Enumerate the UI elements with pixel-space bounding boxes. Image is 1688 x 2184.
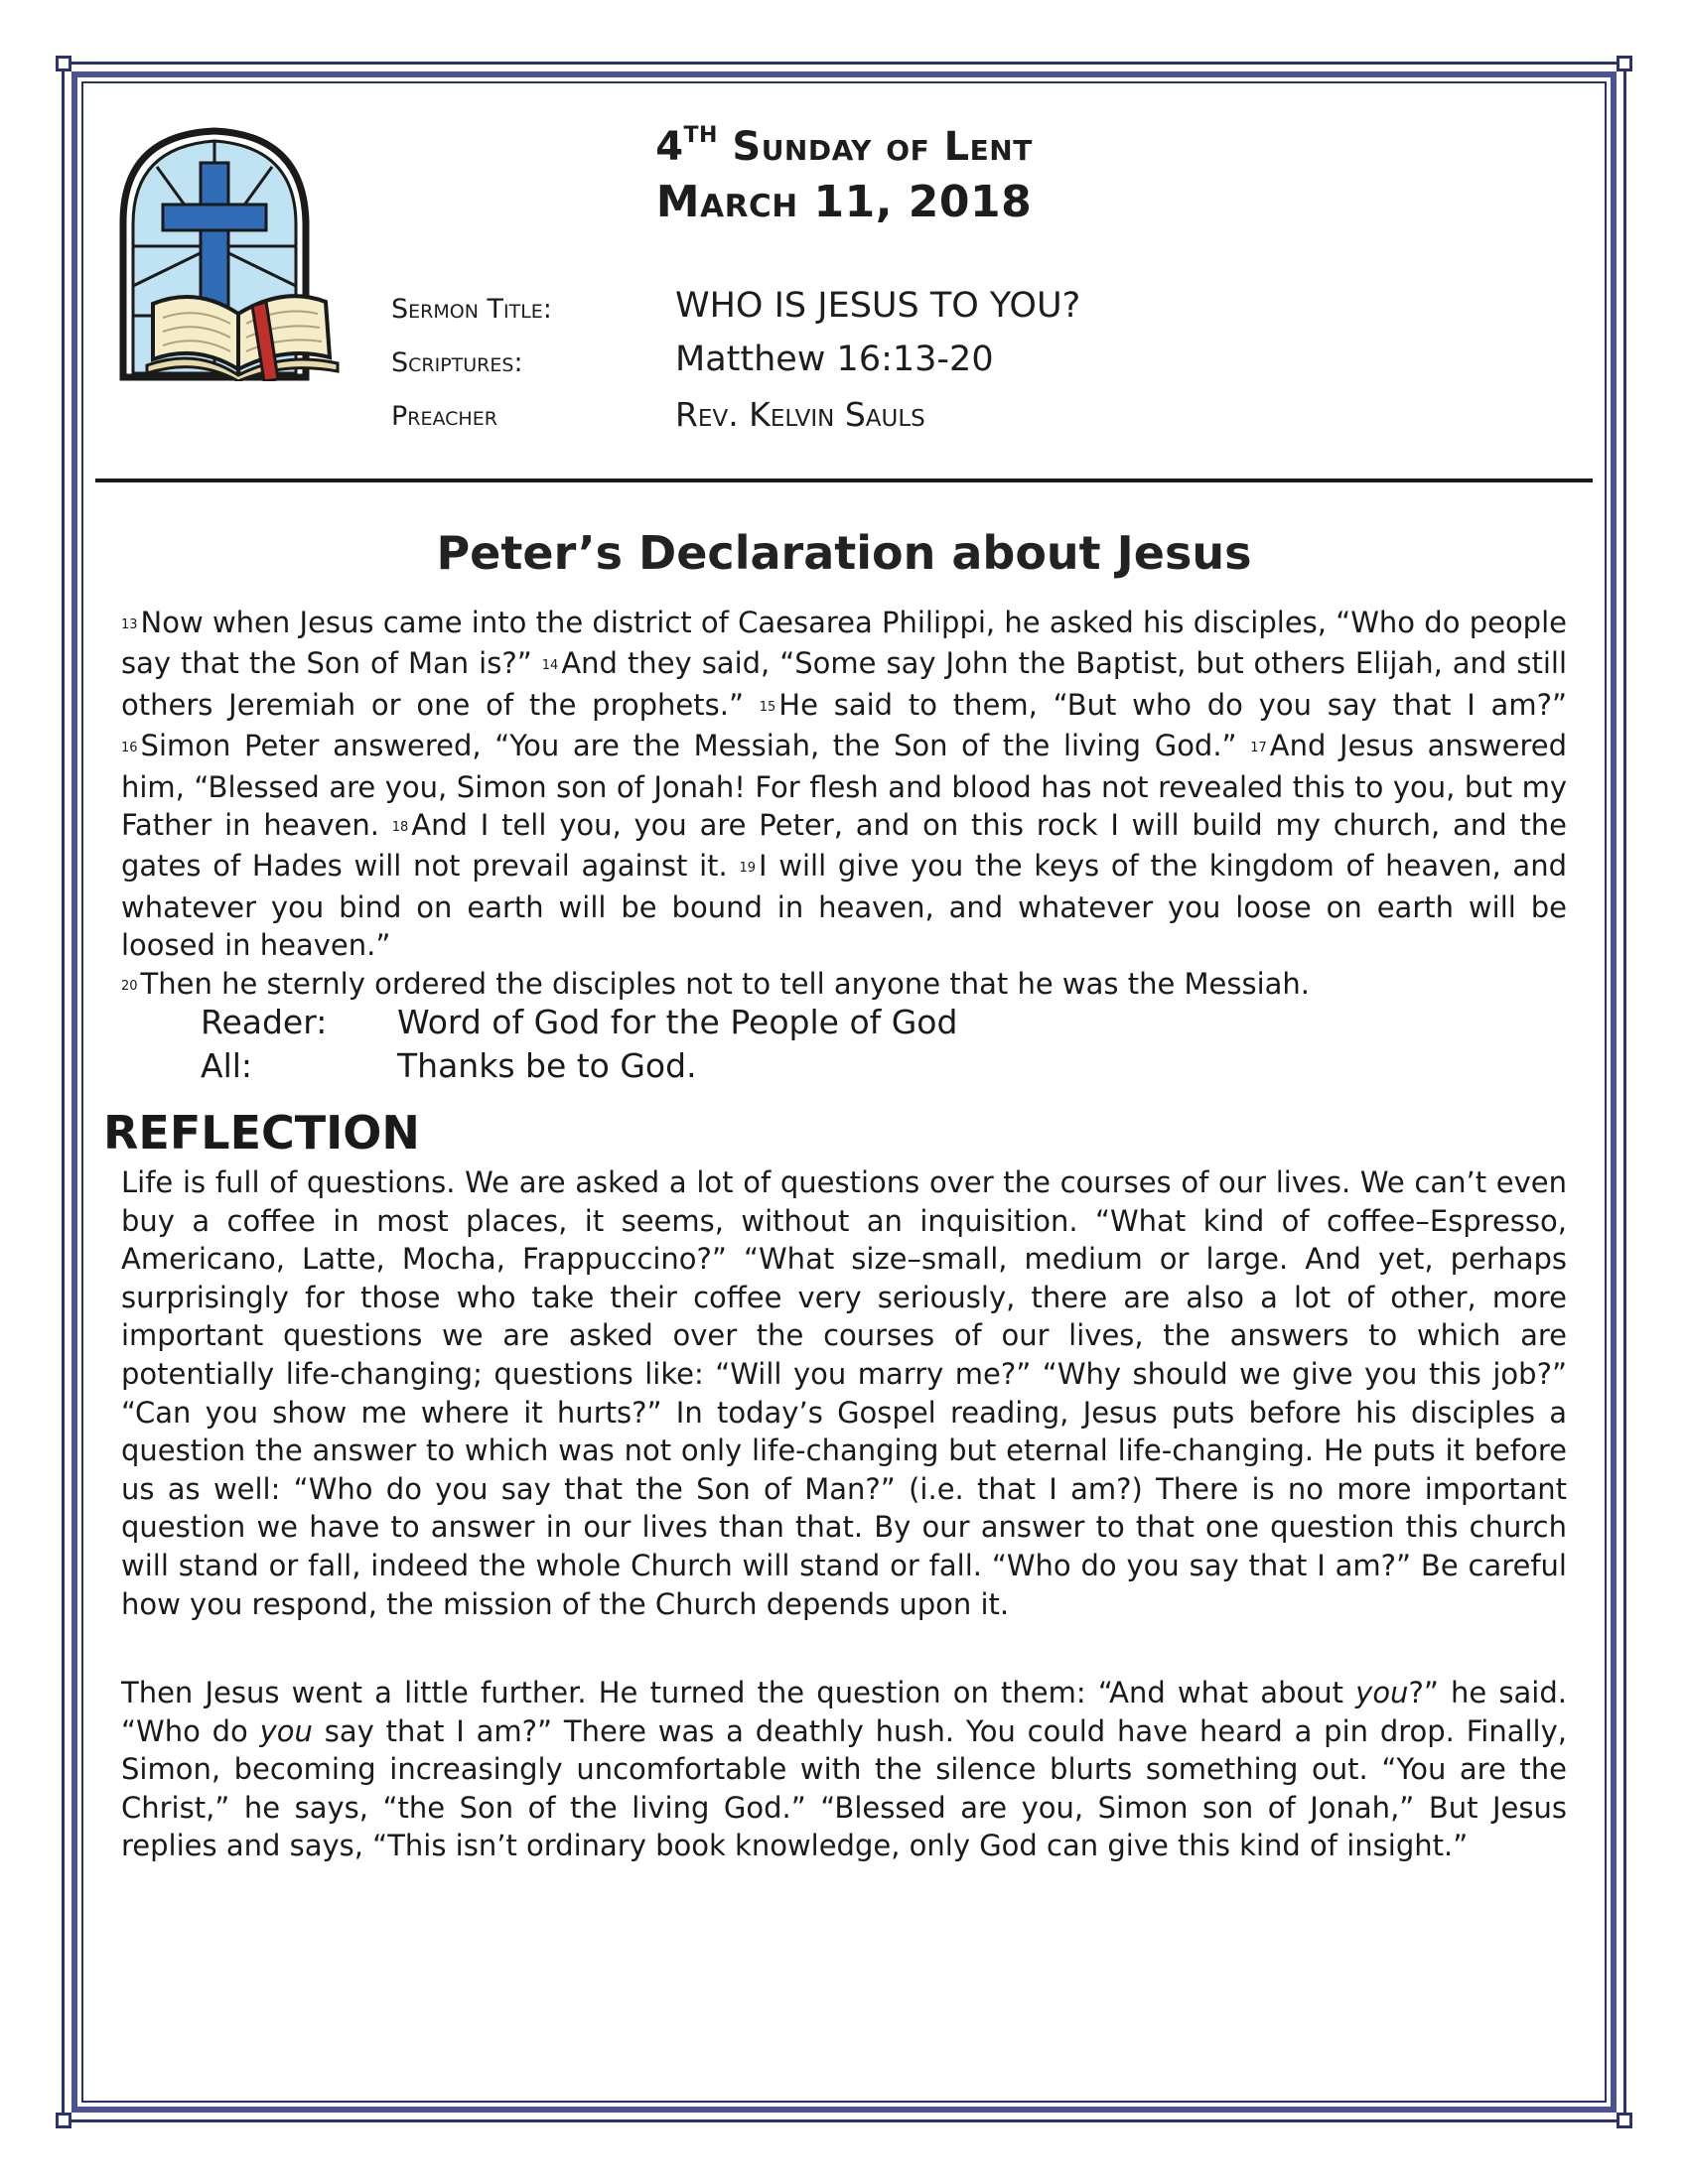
verse-text: He said to them, “But who do you say that I am?”	[778, 687, 1567, 722]
paragraph-2-part-1: Then Jesus went a little further. He turned the question on them: “And what about	[121, 1676, 1356, 1709]
ordinal-suffix: TH	[683, 123, 718, 148]
verse-text: Then he sternly ordered the disciples not to tell anyone that he was the Messiah.	[140, 966, 1311, 1001]
verse-number: 20	[121, 978, 138, 994]
response-line-all: Thanks be to God.	[397, 1046, 697, 1085]
verse-text: And I tell you, you are Peter, and on this rock I will build my church, and the gates of Hades will not prevail against it.	[121, 808, 1567, 884]
verse-number: 14	[541, 658, 559, 674]
reading-heading: Peter’s Declaration about Jesus	[436, 526, 1252, 580]
verse-text: Now when Jesus came into the district of Caesarea Philippi, he asked his disciples, “Who do people say that the Son of Man is?”	[121, 606, 1567, 681]
header-divider	[95, 478, 1593, 482]
scriptures-label: Scriptures:	[391, 347, 523, 378]
stained-glass-cross-and-bible-icon	[117, 127, 355, 381]
preacher-label: Preacher	[391, 401, 497, 432]
border-corner-bottom-right	[1617, 2113, 1632, 2128]
sermon-title-value: WHO IS JESUS TO YOU?	[675, 286, 1081, 326]
reflection-paragraph-2	[121, 1674, 1567, 1865]
verse-number: 19	[739, 861, 756, 877]
verse-number: 17	[1250, 741, 1267, 756]
reflection-paragraph-1: Life is full of questions. We are asked a lot of questions over the courses of our lives. We can’t even buy a coffee in most places, it seems, without an inquisition. “What kind of coffee–Espresso, Americano, Latte, Mocha, Frappuccino?” “What size–small, medium or large. And yet, perhaps surprisingly for those who take their coffee very seriously, there are also a lot of other, more important questions we are asked over the courses of our lives, the answers to which are potentially life-changing; questions like: “Will you marry me?” “Why should we give you this job?” “Can you show me where it hurts?” In today’s Gospel reading, Jesus puts before his disciples a question the answer to which was not only life-changing but eternal life-changing. He puts it before us as well: “Who do you say that the Son of Man?” (i.e. that I am?) There is no more important question we have to answer in our lives than that. By our answer to that one question this church will stand or fall, indeed the whole Church will stand or fall. “Who do you say that I am?” Be careful how you respond, the mission of the Church depends upon it.	[121, 1165, 1567, 1621]
preacher-value: Rev. Kelvin Sauls	[675, 395, 925, 434]
title-text: Sunday of Lent	[732, 124, 1033, 170]
verse-number: 16	[121, 741, 138, 756]
paragraph-2-part-3: say that I am?” There was a deathly hush. You could have heard a pin drop. Finally, Simon, becoming increasingly uncomfortable with the silence blurts something out. “You are the Christ,” he says, “the Son of the living God.” “Blessed are you, Simon son of Jonah,” But Jesus replies and says, “This isn’t ordinary book knowledge, only God can give this kind of insight.”	[121, 1713, 1567, 1863]
border-corner-top-left	[56, 56, 71, 71]
response-line-reader: Word of God for the People of God	[397, 1003, 958, 1041]
verse-text: And they said, “Some say John the Baptist, but others Elijah, and still others Jeremiah or one of the prophets.”	[121, 646, 1567, 722]
scriptures-value: Matthew 16:13-20	[675, 340, 994, 379]
ordinal-number: 4	[655, 124, 684, 170]
response-speaker-reader: Reader:	[201, 1003, 328, 1041]
reflection-title: REFLECTION	[103, 1106, 420, 1160]
emphasis-you-2: you	[259, 1713, 313, 1748]
border-corner-top-right	[1617, 56, 1632, 71]
border-corner-bottom-left	[56, 2113, 71, 2128]
verse-text: And Jesus answered him, “Blessed are you, Simon son of Jonah! For flesh and blood has not revealed this to you, but my Father in heaven.	[121, 729, 1567, 843]
sermon-title-label: Sermon Title:	[391, 294, 552, 325]
scripture-passage	[121, 604, 1567, 1006]
verse-number: 13	[121, 617, 138, 632]
paragraph-2-part-2: ?” he said. “Who do	[121, 1676, 1567, 1748]
response-speaker-all: All:	[201, 1046, 253, 1085]
emphasis-you-1: you	[1355, 1676, 1409, 1709]
verse-number: 18	[391, 820, 409, 836]
verse-number: 15	[759, 699, 776, 715]
verse-text: Simon Peter answered, “You are the Messiah, the Son of the living God.”	[140, 729, 1251, 763]
service-date: March 11, 2018	[655, 177, 1033, 227]
verse-text: I will give you the keys of the kingdom of heaven, and whatever you bind on earth will be bound in heaven, and whatever you loose on earth will be loosed in heaven.”	[121, 849, 1567, 963]
service-title	[556, 123, 1132, 170]
